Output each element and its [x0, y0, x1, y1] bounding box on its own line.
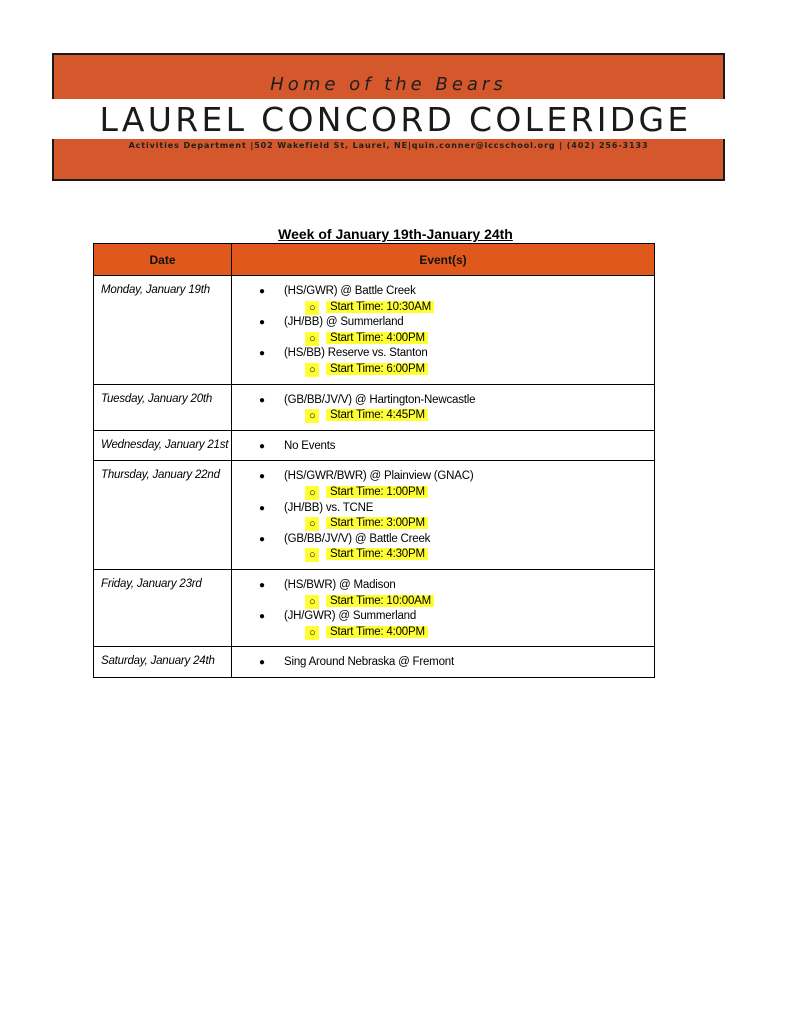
event-item [232, 439, 654, 455]
bullet-icon: ● [259, 317, 265, 329]
bullet-icon: ● [259, 394, 265, 406]
event-list [232, 276, 655, 385]
event-item [232, 315, 654, 331]
event-name: Sing Around Nebraska @ Fremont [284, 656, 454, 669]
event-name: No Events [284, 439, 336, 452]
event-name: (HS/GWR/BWR) @ Plainview (GNAC) [284, 470, 474, 483]
event-item [232, 393, 654, 409]
schedule-table [93, 243, 655, 678]
bullet-icon: ● [259, 348, 265, 360]
start-time: Start Time: 10:00AM [326, 595, 434, 607]
event-item [232, 284, 654, 300]
event-item [232, 469, 654, 485]
event-date: Wednesday, January 21st [94, 430, 232, 461]
sub-bullet-icon: ○ [305, 548, 319, 562]
event-date: Monday, January 19th [94, 276, 232, 385]
sub-bullet-icon: ○ [305, 301, 319, 315]
start-time-item [232, 362, 654, 378]
event-name: (HS/GWR) @ Battle Creek [284, 285, 416, 297]
start-time: Start Time: 4:30PM [326, 548, 428, 560]
start-time-item [232, 594, 654, 610]
table-row [94, 384, 655, 430]
table-row [94, 569, 655, 646]
event-list [232, 430, 655, 461]
event-name: (HS/BB) Reserve vs. Stanton [284, 347, 428, 360]
event-item [232, 501, 654, 517]
event-name: (JH/GWR) @ Summerland [284, 610, 417, 623]
table-row [94, 430, 655, 461]
event-item [232, 655, 654, 671]
event-name: (HS/BWR) @ Madison [284, 578, 396, 591]
start-time: Start Time: 4:45PM [326, 409, 428, 421]
table-row [94, 276, 655, 385]
events-column-header: Event(s) [232, 244, 655, 276]
bullet-icon: ● [259, 579, 265, 591]
start-time: Start Time: 4:00PM [326, 626, 428, 638]
start-time: Start Time: 3:00PM [326, 517, 428, 529]
event-date: Friday, January 23rd [94, 569, 232, 646]
bullet-icon: ● [259, 440, 265, 452]
start-time-item [232, 516, 654, 532]
event-list [232, 569, 655, 646]
event-name: (GB/BB/JV/V) @ Battle Creek [284, 532, 431, 545]
start-time: Start Time: 10:30AM [326, 301, 434, 313]
sub-bullet-icon: ○ [305, 332, 319, 346]
start-time: Start Time: 6:00PM [326, 363, 428, 375]
contact-info: Activities Department |502 Wakefield St, Laurel, NE|quin.conner@lccschool.org | (402) 256-3133 [128, 141, 649, 150]
start-time-item [232, 408, 654, 424]
sub-bullet-icon: ○ [305, 486, 319, 500]
event-item [232, 578, 654, 594]
sub-bullet-icon: ○ [305, 626, 319, 640]
event-list [232, 384, 655, 430]
event-name: (JH/BB) vs. TCNE [284, 501, 374, 514]
start-time-item [232, 547, 654, 563]
event-list [232, 647, 655, 678]
sub-bullet-icon: ○ [305, 595, 319, 609]
event-name: (GB/BB/JV/V) @ Hartington-Newcastle [284, 393, 476, 406]
event-item [232, 532, 654, 548]
start-time-item [232, 485, 654, 501]
table-header-row [94, 244, 655, 276]
bullet-icon: ● [259, 657, 265, 669]
event-name: (JH/BB) @ Summerland [284, 316, 404, 329]
bullet-icon: ● [259, 502, 265, 514]
start-time-item [232, 331, 654, 347]
sub-bullet-icon: ○ [305, 517, 319, 531]
event-item [232, 346, 654, 362]
event-date: Tuesday, January 20th [94, 384, 232, 430]
event-date: Saturday, January 24th [94, 647, 232, 678]
tagline: Home of the Bears [270, 74, 507, 95]
event-list [232, 461, 655, 570]
bullet-icon: ● [259, 611, 265, 623]
org-name: LAUREL CONCORD COLERIDGE [99, 99, 692, 139]
org-name-strip [0, 99, 791, 139]
date-column-header: Date [94, 244, 232, 276]
start-time: Start Time: 4:00PM [326, 332, 428, 344]
start-time-item [232, 300, 654, 316]
bullet-icon: ● [259, 471, 265, 483]
bullet-icon: ● [259, 286, 265, 297]
table-row [94, 647, 655, 678]
bullet-icon: ● [259, 533, 265, 545]
week-title: Week of January 19th-January 24th [278, 226, 513, 242]
start-time-item [232, 625, 654, 641]
table-row [94, 461, 655, 570]
start-time: Start Time: 1:00PM [326, 486, 428, 498]
sub-bullet-icon: ○ [305, 363, 319, 377]
event-item [232, 609, 654, 625]
event-date: Thursday, January 22nd [94, 461, 232, 570]
sub-bullet-icon: ○ [305, 409, 319, 423]
